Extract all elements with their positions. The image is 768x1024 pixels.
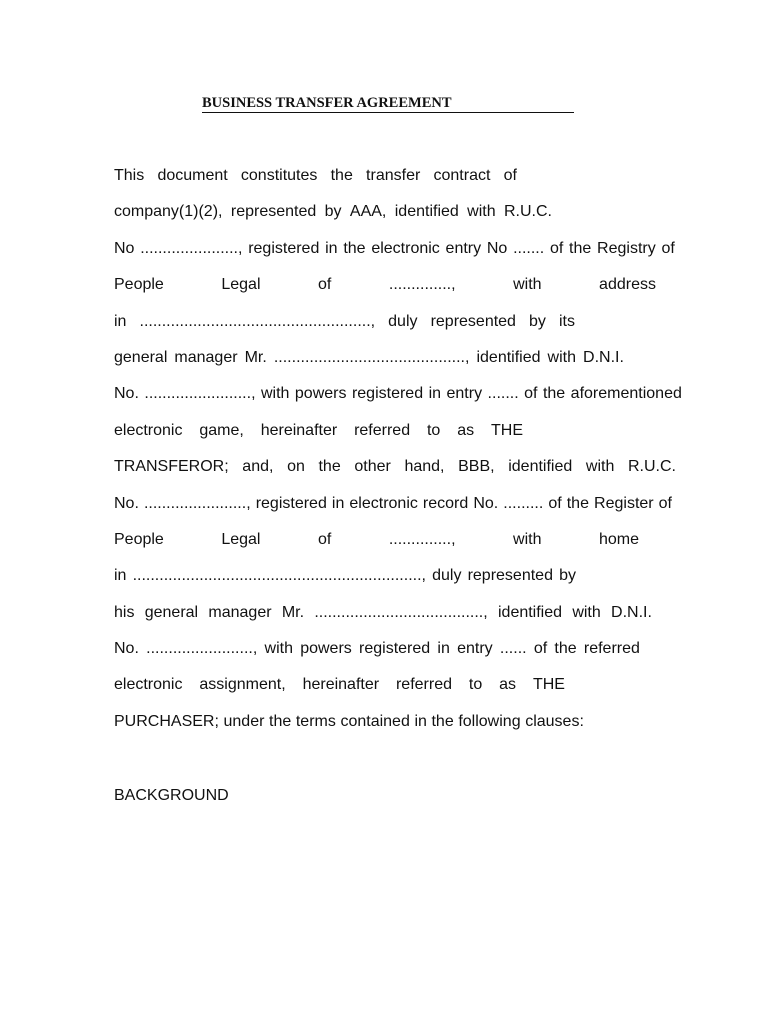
body-word: with [572, 603, 601, 621]
body-word: of [549, 239, 564, 257]
body-word: THE [532, 676, 565, 694]
body-word: under [223, 712, 265, 730]
body-word: home [598, 530, 639, 548]
body-word: R.U.C. [627, 458, 676, 476]
body-word: identified [497, 603, 563, 621]
body-word: No. [114, 385, 139, 403]
body-word: in [114, 312, 127, 330]
body-word: entry [446, 385, 483, 403]
body-word: ........................, [146, 640, 258, 658]
body-word: to [468, 676, 483, 694]
body-word: as [499, 676, 517, 694]
body-line [114, 238, 675, 274]
body-word: Legal [221, 530, 261, 548]
body-word: with [260, 385, 290, 403]
body-word: clauses: [525, 712, 584, 730]
body-word: contract [433, 167, 491, 184]
body-word: and, [242, 458, 274, 476]
body-word: hereinafter [302, 676, 380, 694]
body-word: of [661, 239, 675, 257]
body-word: general [144, 603, 199, 621]
body-word: Registry [597, 239, 656, 257]
body-word: entry [445, 239, 482, 257]
body-word: with [513, 530, 542, 548]
body-word: TRANSFEROR; [114, 458, 229, 476]
body-word: D.N.I. [611, 603, 652, 621]
body-word: identified [394, 203, 459, 221]
section-heading-background: BACKGROUND [114, 787, 229, 804]
body-word: ....... [513, 239, 545, 257]
body-word: the [554, 640, 577, 658]
body-word: its [558, 312, 575, 330]
body-word: of [658, 494, 672, 512]
body-word: constitutes [240, 167, 318, 184]
body-word: in [114, 567, 127, 585]
body-word: the [431, 712, 454, 730]
body-word: the [343, 239, 366, 257]
body-word: Mr. [281, 603, 305, 621]
document-body [114, 165, 682, 747]
body-line [114, 201, 552, 237]
body-line [114, 565, 576, 601]
body-line [114, 274, 656, 310]
body-word: by [559, 567, 576, 585]
body-word: of [317, 530, 332, 548]
body-word: No [114, 239, 135, 257]
body-word: transfer [366, 167, 421, 184]
body-word: electronic [114, 421, 183, 439]
body-word: of [503, 167, 517, 184]
body-word: the [569, 239, 592, 257]
body-word: entry [457, 640, 493, 658]
body-line [114, 638, 640, 674]
body-line [114, 602, 652, 638]
body-word: People [114, 530, 164, 548]
body-word: People [114, 276, 164, 294]
body-word: No. [114, 640, 139, 658]
body-word: .............., [388, 276, 456, 294]
body-word: represented [467, 567, 553, 585]
body-line [114, 493, 672, 529]
body-word: referred [583, 640, 640, 658]
body-line [114, 420, 523, 456]
body-word: the [566, 494, 589, 512]
body-word: THE [490, 421, 523, 439]
body-word: ....... [487, 385, 519, 403]
body-word: in [428, 385, 442, 403]
body-word: with [513, 276, 542, 294]
body-word: referred [354, 421, 411, 439]
body-word: PURCHASER; [114, 712, 219, 730]
body-word: ........................, [144, 385, 256, 403]
body-word: terms [295, 712, 336, 730]
body-word: No. [473, 494, 499, 512]
body-word: powers [294, 385, 347, 403]
body-word: hereinafter [260, 421, 338, 439]
body-line [114, 711, 584, 747]
body-word: as [457, 421, 475, 439]
body-word: ................................................................., [132, 567, 426, 585]
body-word: with [547, 348, 576, 366]
body-word: assignment, [199, 676, 286, 694]
body-word: the [318, 458, 341, 476]
body-word: identified [508, 458, 573, 476]
body-word: address [599, 276, 656, 294]
body-word: ......................, [140, 239, 243, 257]
body-word: represented [430, 312, 516, 330]
body-word: registered [351, 385, 424, 403]
body-word: D.N.I. [583, 348, 624, 366]
body-word: electronic [114, 676, 183, 694]
body-word: with [467, 203, 496, 221]
body-word: manager [208, 603, 272, 621]
body-word: ......................................, [314, 603, 488, 621]
body-line [114, 383, 682, 419]
document-title: BUSINESS TRANSFER AGREEMENT [202, 94, 574, 113]
body-word: No [486, 239, 508, 257]
body-word: This [114, 167, 145, 184]
body-word: aforementioned [570, 385, 682, 403]
body-word: with [264, 640, 293, 658]
body-word: ...................................................., [139, 312, 376, 330]
body-word: following [458, 712, 521, 730]
body-word: No. [114, 494, 139, 512]
body-line [114, 674, 565, 710]
body-word: company(1)(2), [114, 203, 223, 221]
body-word: general [114, 348, 168, 366]
body-word: the [542, 385, 566, 403]
body-word: hand, [404, 458, 445, 476]
body-word: ..........................................., [273, 348, 470, 366]
body-word: of [318, 276, 332, 294]
body-word: powers [300, 640, 352, 658]
body-word: in [331, 494, 345, 512]
body-word: Mr. [244, 348, 267, 366]
body-word: of [524, 385, 538, 403]
body-word: of [548, 494, 562, 512]
body-word: .............., [388, 530, 456, 548]
body-line [114, 347, 624, 383]
body-word: contained [340, 712, 410, 730]
body-word: AAA, [349, 203, 387, 221]
body-word: of [533, 640, 548, 658]
body-word: on [287, 458, 305, 476]
body-word: with [585, 458, 615, 476]
body-word: to [426, 421, 441, 439]
body-word: in [414, 712, 427, 730]
body-word: registered [359, 640, 431, 658]
body-word: electronic [349, 494, 418, 512]
body-word: identified [476, 348, 541, 366]
body-word: ......................., [143, 494, 251, 512]
body-word: game, [199, 421, 244, 439]
body-word: registered [255, 494, 327, 512]
body-word: the [330, 167, 353, 184]
body-word: duly [388, 312, 418, 330]
body-word: document [157, 167, 228, 184]
body-word: ......... [503, 494, 544, 512]
body-word: duly [432, 567, 462, 585]
body-word: BBB, [458, 458, 495, 476]
body-word: by [324, 203, 342, 221]
body-word: ...... [499, 640, 527, 658]
body-word: in [437, 640, 450, 658]
body-word: record [422, 494, 469, 512]
body-word: Legal [221, 276, 261, 294]
body-word: by [529, 312, 546, 330]
body-word: R.U.C. [504, 203, 552, 221]
body-line [114, 529, 639, 565]
body-word: in [325, 239, 338, 257]
body-word: registered [248, 239, 320, 257]
body-line [114, 456, 676, 492]
body-word: referred [395, 676, 452, 694]
body-word: electronic [371, 239, 440, 257]
body-word: other [354, 458, 391, 476]
body-line [114, 311, 575, 347]
body-word: his [114, 603, 135, 621]
body-word: the [269, 712, 292, 730]
body-line [114, 165, 517, 201]
body-word: manager [174, 348, 238, 366]
body-word: represented [230, 203, 317, 221]
body-word: Register [594, 494, 654, 512]
